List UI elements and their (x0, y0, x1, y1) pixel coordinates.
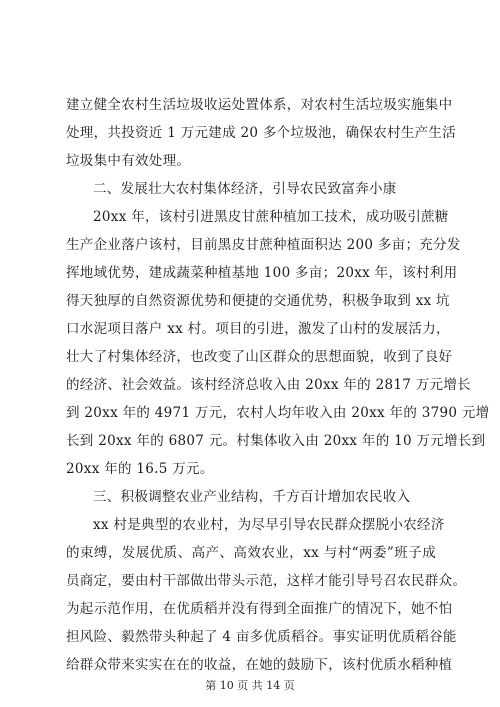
page-number-footer: 第 10 页 共 14 页 (205, 679, 295, 692)
paragraph-line: 处理，共投资近 1 万元建成 20 多个垃圾池，确保农村生产生活 (66, 125, 457, 141)
section-heading-3: 三、积极调整农业产业结构，千方百计增加农民收入 (93, 489, 411, 505)
document-body (66, 91, 490, 679)
paragraph-line: 20xx 年的 16.5 万元。 (66, 461, 214, 477)
paragraph-line: 担风险、毅然带头种起了 4 亩多优质稻谷。事实证明优质稻谷能 (66, 629, 457, 645)
paragraph-line: 20xx 年，该村引进黑皮甘蔗种植加工技术，成功吸引蔗糖 (93, 209, 449, 225)
paragraph-line: 垃圾集中有效处理。 (66, 153, 191, 169)
paragraph-line: 挥地域优势，建成蔬菜种植基地 100 多亩；20xx 年，该村利用 (66, 265, 458, 281)
section-heading-2: 二、发展壮大农村集体经济，引导农民致富奔小康 (93, 181, 397, 197)
paragraph-line: 给群众带来实实在在的收益，在她的鼓励下，该村优质水稻种植 (66, 657, 453, 673)
paragraph-line: 得天独厚的自然资源优势和便捷的交通优势，积极争取到 xx 坑 (66, 293, 450, 309)
paragraph-line: 的经济、社会效益。该村经济总收入由 20xx 年的 2817 万元增长 (66, 377, 471, 393)
paragraph-line: 长到 20xx 年的 6807 元。村集体收入由 20xx 年的 10 万元增长到 (66, 433, 486, 449)
paragraph-line: 到 20xx 年的 4971 万元，农村人均年收入由 20xx 年的 3790 元增 (66, 405, 490, 421)
paragraph-line: xx 村是典型的农业村，为尽早引导农民群众摆脱小农经济 (93, 517, 445, 533)
paragraph-line: 建立健全农村生活垃圾收运处置体系，对农村生活垃圾实施集中 (66, 97, 453, 113)
paragraph-line: 壮大了村集体经济，也改变了山区群众的思想面貌，收到了良好 (66, 349, 453, 365)
paragraph-line: 口水泥项目落户 xx 村。项目的引进，激发了山村的发展活力， (66, 321, 450, 337)
paragraph-line: 员商定，要由村干部做出带头示范，这样才能引导号召农民群众。 (66, 573, 467, 589)
paragraph-line: 为起示范作用，在优质稻并没有得到全面推广的情况下，她不怕 (66, 601, 453, 617)
paragraph-line: 生产企业落户该村，目前黑皮甘蔗种植面积达 200 多亩；充分发 (66, 237, 461, 253)
paragraph-line: 的束缚，发展优质、高产、高效农业，xx 与村“两委”班子成 (66, 545, 436, 561)
